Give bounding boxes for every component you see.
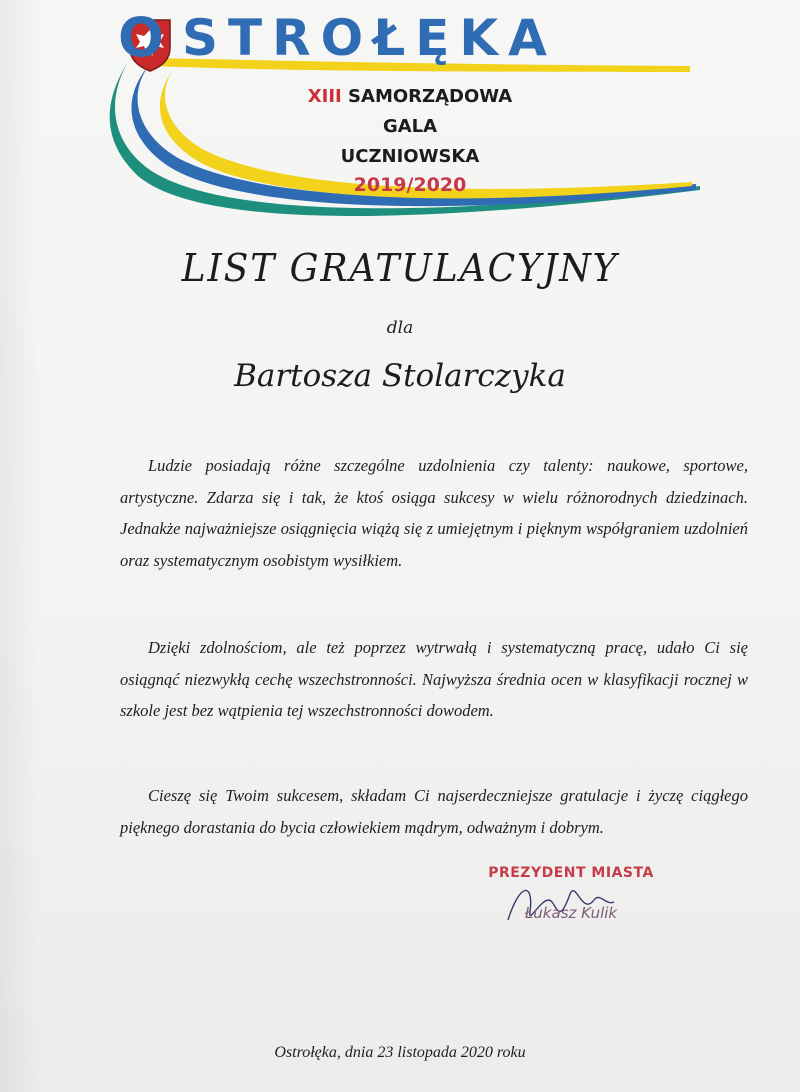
document-title: LIST GRATULACYJNY — [181, 246, 619, 290]
paragraph-2: Dzięki zdolnościom, ale też poprzez wytrwałą i systematyczną pracę, udało Ci się osiągnąć niezwykłą cechę wszechstronności. Najwyższa średnia ocen w klasyfikacji rocznej w szkole jest bez wątpienia tej wszechstronności dowodem. — [120, 638, 748, 720]
paragraph-1: Ludzie posiadają różne szczególne uzdolnienia czy talenty: naukowe, sportowe, artystyczne. Zdarza się i tak, że ktoś osiąga sukcesy w wielu różnorodnych dziedzinach. Jednakże najważniejsze osiągnięcia wiążą się z umiejętnym i pięknym współgraniem uzdolnień oraz systematycznym osobistym wysiłkiem. — [120, 456, 748, 570]
recipient-name: Bartosza Stolarczyka — [234, 358, 566, 394]
city-name-initial: O — [118, 6, 164, 69]
gala-number: XIII — [307, 86, 342, 107]
gala-line-3: UCZNIOWSKA — [340, 146, 480, 167]
gala-line-2: GALA — [382, 116, 438, 137]
gala-season: 2019/2020 — [353, 174, 467, 196]
gala-line-1-text: SAMORZĄDOWA — [348, 86, 513, 107]
signature-title: PREZYDENT MIASTA — [488, 865, 654, 881]
paragraph-3: Cieszę się Twoim sukcesem, składam Ci najserdeczniejsze gratulacje i życzę ciągłego pięknego dorastania do bycia człowiekiem mądrym, odważnym i dobrym. — [120, 786, 748, 837]
city-name: STROŁĘKA — [182, 9, 557, 67]
gala-line-1 — [250, 86, 570, 108]
for-word: dla — [386, 318, 414, 338]
signature-scribble-icon — [500, 872, 620, 932]
signature-name: Łukasz Kulik — [524, 904, 618, 922]
place-date: Ostrołęka, dnia 23 listopada 2020 roku — [274, 1044, 526, 1061]
